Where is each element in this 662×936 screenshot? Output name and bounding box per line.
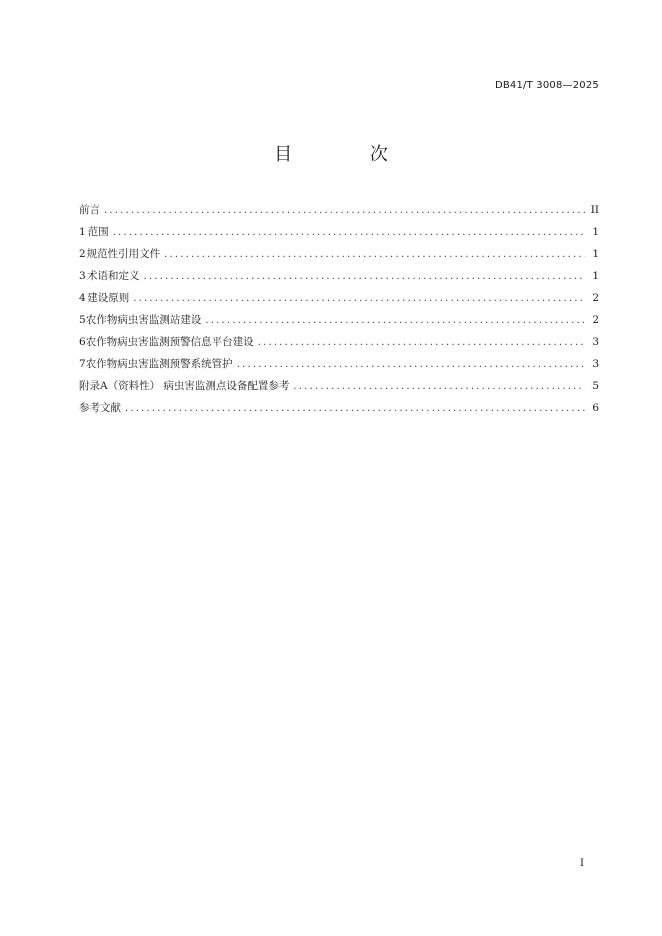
toc-entry-system-maintenance[interactable] <box>79 353 599 375</box>
toc-entry-label: 术语和定义 <box>87 270 140 282</box>
toc-leader-dots <box>205 310 585 332</box>
toc-entry-label: 前言 <box>79 204 100 216</box>
toc-entry-number: 2 <box>79 248 86 260</box>
toc-leader-dots <box>113 222 585 244</box>
toc-leader-dots <box>293 376 585 398</box>
toc-entry-page: 1 <box>592 226 599 238</box>
toc-entry-label: 参考文献 <box>79 402 121 414</box>
toc-entry-appendix-a[interactable] <box>79 375 599 397</box>
toc-entry-page: 3 <box>592 358 599 370</box>
toc-title: 目 次 <box>274 144 424 165</box>
toc-entry-page: II <box>590 204 599 216</box>
toc-entry-page: 3 <box>592 336 599 348</box>
toc-entry-number: 6 <box>79 336 86 348</box>
toc-entry-label: 规范性引用文件 <box>86 248 161 260</box>
document-code: DB41/T 3008—2025 <box>494 80 599 91</box>
toc-entry-number: 5 <box>79 314 86 326</box>
toc-entry-number: 1 <box>79 226 86 238</box>
toc-entry-page: 2 <box>592 292 599 304</box>
toc-entry-label: 农作物病虫害监测站建设 <box>85 314 202 326</box>
toc-entry-page: 2 <box>592 314 599 326</box>
toc-entry-normative-references[interactable] <box>79 243 599 265</box>
toc-entry-label: 建设原则 <box>87 292 130 304</box>
toc-entry-page: 1 <box>592 248 599 260</box>
toc-entry-page: 6 <box>592 402 599 414</box>
toc-entry-foreword[interactable] <box>79 199 599 221</box>
toc-leader-dots <box>133 288 585 310</box>
toc-entry-number: 3 <box>79 270 86 282</box>
toc-entry-label: 附录A（资料性） 病虫害监测点设备配置参考 <box>79 380 290 392</box>
toc-entry-label: 农作物病虫害监测预警系统管护 <box>85 358 233 370</box>
toc-leader-dots <box>237 354 585 376</box>
toc-entry-label: 范围 <box>87 226 109 238</box>
toc-entry-platform-construction[interactable] <box>79 331 599 353</box>
toc-leader-dots <box>258 332 585 354</box>
toc-entry-label: 农作物病虫害监测预警信息平台建设 <box>85 336 254 348</box>
toc-leader-dots <box>104 200 585 222</box>
toc-entry-page: 1 <box>592 270 599 282</box>
toc-entry-scope[interactable] <box>79 221 599 243</box>
toc-entry-station-construction[interactable] <box>79 309 599 331</box>
toc-leader-dots <box>125 398 585 420</box>
toc-entry-bibliography[interactable] <box>79 397 599 419</box>
toc-leader-dots <box>164 244 585 266</box>
toc-entry-number: 7 <box>79 358 86 370</box>
page-number: I <box>580 858 584 869</box>
toc-entry-principles[interactable] <box>79 287 599 309</box>
toc-entry-number: 4 <box>79 292 86 304</box>
toc-list <box>79 199 599 419</box>
toc-entry-page: 5 <box>592 380 599 392</box>
toc-leader-dots <box>144 266 585 288</box>
toc-entry-terms-definitions[interactable] <box>79 265 599 287</box>
